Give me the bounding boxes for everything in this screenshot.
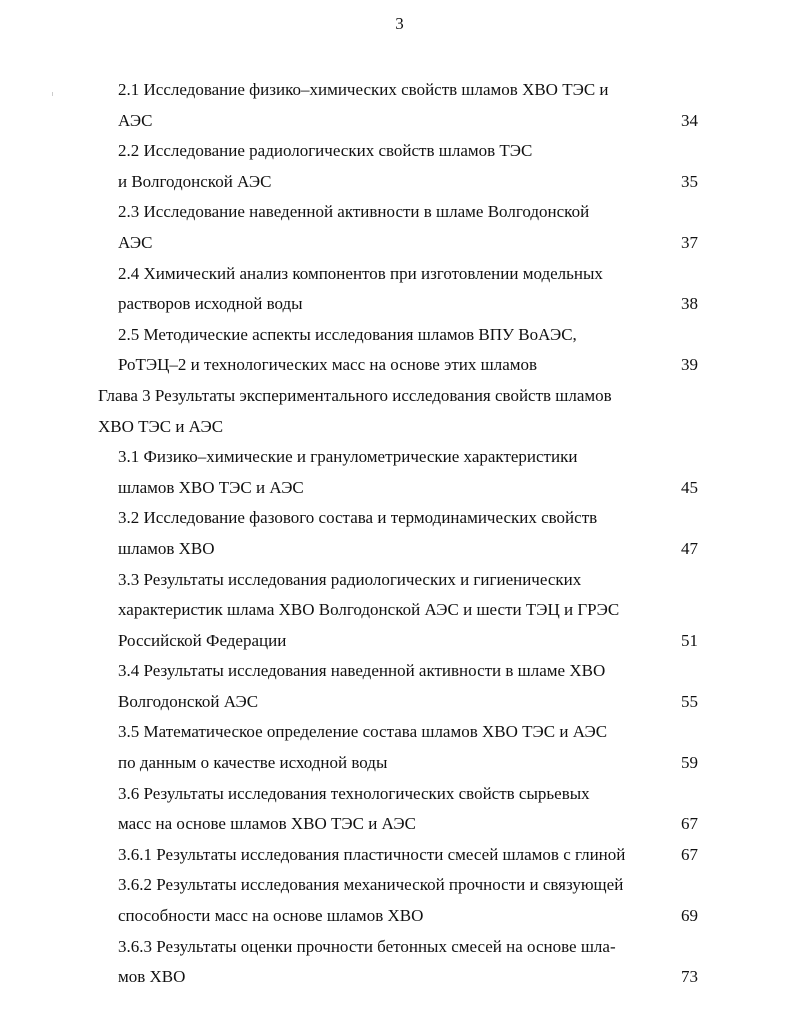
toc-entry-page-number: 35 [681, 171, 698, 191]
toc-line [0, 687, 799, 718]
toc-line [0, 962, 799, 993]
toc-entry-page-number: 73 [681, 967, 698, 987]
toc-line [0, 167, 799, 198]
toc-entry-text: Волгодонской АЭС [118, 691, 259, 711]
toc-line [0, 320, 799, 351]
toc-entry-text: ХВО ТЭС и АЭС [98, 416, 224, 436]
toc-entry-text: растворов исходной воды [118, 294, 303, 314]
toc-entry-page-number: 67 [681, 844, 698, 864]
toc-entry-text: 3.1 Физико–химические и гранулометрические характеристики [118, 447, 578, 467]
toc-line [0, 473, 799, 504]
toc-line [0, 534, 799, 565]
toc-entry-text: 2.2 Исследование радиологических свойств шламов ТЭС [118, 141, 533, 161]
toc-line [0, 656, 799, 687]
toc-entry-text: 3.4 Результаты исследования наведенной активности в шламе ХВО [118, 661, 606, 681]
toc-entry-page-number: 45 [681, 477, 698, 497]
toc-entry-text: 3.6 Результаты исследования технологических свойств сырьевых [118, 783, 590, 803]
toc-line [0, 412, 799, 443]
toc-entry-text: 3.6.1 Результаты исследования пластичности смесей шламов с глиной [118, 844, 626, 864]
toc-entry-page-number: 51 [681, 630, 698, 650]
toc-line [0, 381, 799, 412]
toc-line [0, 75, 799, 106]
toc-line [0, 626, 799, 657]
toc-entry-text: 3.6.3 Результаты оценки прочности бетонных смесей на основе шла- [118, 936, 616, 956]
toc-line [0, 106, 799, 137]
toc-line [0, 870, 799, 901]
toc-line [0, 748, 799, 779]
toc-line [0, 840, 799, 871]
toc-entry-text: РоТЭЦ–2 и технологических масс на основе этих шламов [118, 355, 538, 375]
toc-entry-text: способности масс на основе шламов ХВО [118, 906, 424, 926]
toc-entry-text: по данным о качестве исходной воды [118, 753, 388, 773]
toc-line [0, 197, 799, 228]
toc-entry-text: Глава 3 Результаты экспериментального исследования свойств шламов [98, 385, 612, 405]
toc-line [0, 228, 799, 259]
toc-entry-text: 3.3 Результаты исследования радиологических и гигиенических [118, 569, 582, 589]
toc-entry-text: Российской Федерации [118, 630, 287, 650]
toc-entry-text: 2.4 Химический анализ компонентов при изготовлении модельных [118, 263, 603, 283]
toc-entry-page-number: 39 [681, 355, 698, 375]
toc-line [0, 289, 799, 320]
toc-line [0, 503, 799, 534]
toc-entry-text: АЭС [118, 110, 153, 130]
toc-entry-page-number: 47 [681, 538, 698, 558]
toc-line [0, 901, 799, 932]
toc-entry-text: 2.5 Методические аспекты исследования шламов ВПУ ВоАЭС, [118, 324, 577, 344]
page-number: 3 [395, 14, 404, 33]
toc-entry-text: масс на основе шламов ХВО ТЭС и АЭС [118, 814, 416, 834]
toc-entry-page-number: 38 [681, 294, 698, 314]
toc-entry-text: 2.1 Исследование физико–химических свойств шламов ХВО ТЭС и [118, 80, 609, 99]
toc-line [0, 717, 799, 748]
toc-entry-text: характеристик шлама ХВО Волгодонской АЭС и шести ТЭЦ и ГРЭС [118, 600, 620, 620]
toc-entry-text: шламов ХВО ТЭС и АЭС [118, 477, 304, 497]
table-of-contents [0, 75, 799, 993]
toc-line [0, 565, 799, 596]
toc-entry-page-number: 67 [681, 814, 698, 834]
toc-entry-page-number: 55 [681, 691, 698, 711]
toc-entry-page-number: 69 [681, 906, 698, 926]
toc-entry-text: и Волгодонской АЭС [118, 171, 272, 191]
toc-line [0, 442, 799, 473]
toc-entry-text: мов ХВО [118, 967, 186, 987]
toc-line [0, 595, 799, 626]
toc-line [0, 932, 799, 963]
toc-line [0, 259, 799, 290]
toc-entry-text: шламов ХВО [118, 538, 215, 558]
toc-entry-page-number: 34 [681, 110, 698, 130]
toc-entry-page-number: 59 [681, 753, 698, 773]
toc-line [0, 136, 799, 167]
toc-entry-text: 3.6.2 Результаты исследования механической прочности и связующей [118, 875, 624, 895]
toc-line [0, 350, 799, 381]
toc-entry-text: 3.5 Математическое определение состава шламов ХВО ТЭС и АЭС [118, 722, 608, 742]
toc-line [0, 779, 799, 810]
toc-entry-text: 3.2 Исследование фазового состава и термодинамических свойств [118, 508, 598, 528]
toc-line [0, 809, 799, 840]
toc-entry-page-number: 37 [681, 232, 698, 252]
toc-entry-text: АЭС [118, 232, 153, 252]
toc-entry-text: 2.3 Исследование наведенной активности в шламе Волгодонской [118, 202, 590, 222]
